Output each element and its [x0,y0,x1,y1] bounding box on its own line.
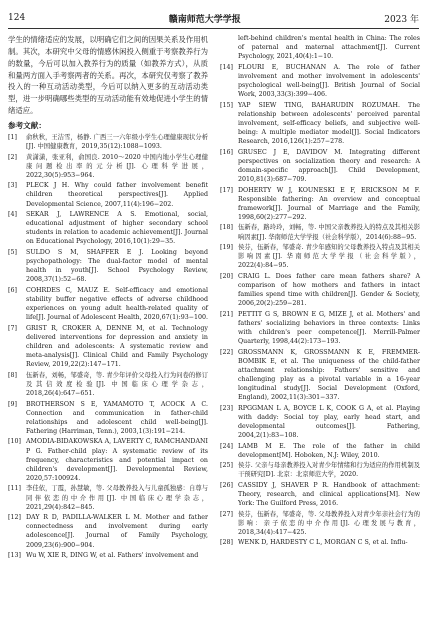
reference-item [220,223,420,241]
reference-number: [11] [8,485,21,493]
reference-item [8,437,208,483]
reference-item [8,400,208,437]
reference-text: 侯芬，伍新春，邹盛奇，等. 父母教养投入对青少年亲社会行为的影响：亲子依恋的中介作用[J]. 心理发展与教育，2018,34(4):417−425. [238,510,420,536]
reference-item [8,210,208,247]
reference-item [220,310,420,347]
reference-text: Wu W, XIE R, DING W, et al. Fathers' involvement and [26,552,199,560]
reference-number: [2] [8,153,17,161]
reference-text: GRIST R, CROKER A, DENNE M, et al. Technology delivered interventions for depression and anxiety in children and adolescents: A systematic review and meta-analysis[J]. Clinical Child and Family Psychology Review, 2019,22(2):147−171. [26,324,208,369]
reference-text: DOHERTY W J, KOUNESKI E F, ERICKSON M F. Responsible fathering: An overview and conceptual framework[J]. Journal of Marriage and the Family, 1998,60(2):277−292. [238,186,420,221]
reference-text: 俞秋秋，王洁雪，杨静. 广西三一六年级小学生心理健康现状分析[J]. 中国健康教育，2019,35(12):1088−1093. [26,133,208,151]
reference-text: LAMB M E. The role of the father in child development[M]. Hoboken, N.J: Wiley, 2010. [238,442,420,459]
page-header [8,8,419,29]
reference-number: [28] [220,539,233,547]
reference-item [8,286,208,323]
reference-number: [24] [220,442,233,450]
reference-text: SEKAR J, LAWRENCE A S. Emotional, social, educational adjustment of higher secondary school students in relation to academic achievement[J]. Journal on Educational Psychology, 2016,10(1):29−35. [26,211,208,246]
reference-item [8,133,208,151]
reference-number: [8] [8,371,17,379]
reference-item [8,551,208,560]
reference-text: WENK D, HARDESTY C L, MORGAN C S, et al. Influ- [238,539,408,547]
reference-number: [6] [8,286,17,294]
reference-item [220,538,420,547]
year: 2023 年 [384,14,419,25]
reference-text: 侯芬. 父亲与母亲教养投入对青少年情绪和行为适应的作用机制及干预研究[D]. 北京：北京师范大学，2020. [238,462,420,479]
references-heading: 参考文献： [8,120,46,130]
reference-item [220,481,420,508]
reference-item [8,181,208,208]
reference-item [220,63,420,100]
reference-number: [19] [220,244,233,252]
page-number: 124 [8,13,26,23]
reference-number [220,34,238,61]
reference-text: left-behind children's mental health in China: The roles of paternal and maternal attachment[J]. Current Psychology, 2021,40(4):1−10. [238,35,420,61]
reference-number: [12] [8,514,21,522]
reference-item [8,371,208,398]
reference-text: RPGGMAN L A, BOYCE L K, COOK G A, et al. Playing with daddy: Social toy play, early head start, and developmental outcomes[J]. Fathering, 2004,2(1):83−108. [238,404,420,440]
reference-item [8,324,208,370]
reference-text: 黄潇潇，张亚利，俞国良. 2010～2020 中国内地小学生心理健康问题检出率的元分析[J]. 心理科学进展，2022,30(5):953−964. [26,153,208,179]
reference-item [220,510,420,537]
reference-text: 李佳依，丁霞，孙慧敏，等. 父母教养投入与儿童孤独感：自尊与同伴依恋的中介作用[J]. 中国临床心理学杂志，2021,29(4):842−845. [26,485,208,511]
reference-text: 伍新春，刘畅，邹盛奇，等. 青少年评价父母投入行为问卷的修订及其信效度检验[J]. 中国临床心理学杂志，2018,26(4):647−651. [26,371,208,398]
reference-item [8,484,208,511]
reference-text: PLECK J H. Why could father involvement benefit children theoretical perspectives[J]. Applied Developmental Science, 2007,11(4):196−202. [26,182,208,208]
body-paragraph: 学生的情绪适应的发展，以明确它们之间的因果关系及作用机制。其次，本研究中父母的情感休闲投入侧重于考察教养行为的数量，今后可以加入教养行为的质量（如教养方式），从质和量两方面入手考察两者的关系。再次，本研究仅考察了教养投入的一种互动活动类型，今后可以纳入更多的互动活动类型，进一步明确哪些类型的互动活动能有效地促进小学生的情绪适应。 [8,35,208,116]
reference-text: AMODIA-BIDAKOWSKA A, LAVERTY C, RAMCHANDANI P G. Father-child play: A systematic review of its frequency, characteristics and potential impact on children's development[J]. Developmental Review, 2020,57:100924. [26,438,208,482]
reference-text: CASSIDY J, SHAVER P R. Handbook of attachment: Theory, research, and clinical applications[M]. New York: The Guilford Press, 2016. [238,481,420,508]
reference-text: CRAIG L. Does father care mean fathers share? A comparison of how mothers and fathers in intact families spend time with children[J]. Gender & Society, 2006,20(2):259−281. [238,272,420,308]
reference-number: [15] [220,101,233,109]
reference-number: [16] [220,148,233,156]
reference-number: [13] [8,552,21,560]
reference-item [8,248,208,285]
reference-number: [20] [220,272,233,280]
right-column [220,34,420,549]
reference-number: [3] [8,182,17,190]
reference-text: 伍新春，路玲玲，刘畅，等. 中国父亲教养投入的特点及其相关影响因素[J]. 华南师范大学学报（社会科学版），2014(6):88−95. [238,224,420,241]
reference-text: DAY R D, PADILLA-WALKER L M. Mother and father connectedness and involvement during early adolescence[J]. Journal of Family Psychology, 2009,23(6):900−904. [26,514,208,549]
reference-item [8,153,208,180]
reference-item [220,461,420,479]
reference-list-right [220,34,420,548]
reference-number: [18] [220,224,233,232]
reference-item [220,272,420,309]
reference-item [220,348,420,403]
reference-text: PETTIT G S, BROWN E G, MIZE J, et al. Mothers' and fathers' socializing behaviors in three contexts: Links with children's peer competence[J]. Merrill-Palmer Quarterly, 1998,44(2):173−193. [238,310,420,346]
reference-number: [25] [220,462,233,470]
reference-number: [22] [220,348,233,356]
reference-text: YAP SIEW TING, BAHARUDIN ROZUMAH. The relationship between adolescents' perceived parental involvement, self-efficacy beliefs, and subjective well-being: A multiple mediator model[J]. Social Indicators Research, 2016,126(1):257−278. [238,101,420,146]
reference-item [8,513,208,550]
reference-number: [14] [220,63,233,71]
reference-item [220,148,420,185]
reference-number: [1] [8,133,17,141]
reference-text: 侯芬，伍新春，邹盛奇. 青少年感知的父母教养投入特点及其相关影响因素[J]. 华南师范大学学报（社会科学版），2022(4):84−95. [238,244,420,270]
reference-number: [23] [220,404,233,412]
journal-title: 赣南师范大学学报 [168,14,241,25]
reference-text: COHRDES C, MAUZ E. Self-efficacy and emotional stability buffer negative effects of adverse childhood experiences on young adult health-related quality of life[J]. Journal of Adolescent Health, 2020,67(1):93−100. [26,286,209,322]
reference-item [220,243,420,270]
reference-number: [26] [220,481,233,489]
reference-number: [10] [8,438,21,446]
reference-text: GRUSEC J E, DAVIDOV M. Integrating different perspectives on socialization theory and research: A domain-specific approach[J]. Child Development, 2010,81(3):687−709. [238,148,420,184]
reference-number: [7] [8,324,17,332]
reference-number: [9] [8,400,17,408]
reference-text: FLOURI E, BUCHANAN A. The role of father involvement and mother involvement in adolescents' psychological well-being[J]. British Journal of Social Work, 2003,33(3):399−406. [238,63,420,99]
reference-number: [5] [8,248,17,256]
reference-item [220,442,420,460]
reference-item [220,101,420,147]
reference-list-left [8,133,208,560]
reference-item [220,404,420,441]
reference-text: SULDO S M, SHAFFER E J. Looking beyond psychopathology: The dual-factor model of mental health in youth[J]. School Psychology Review, 2008,37(1):52−68. [26,248,208,284]
reference-number: [21] [220,310,233,318]
reference-number: [4] [8,211,17,219]
left-column [8,34,208,562]
reference-text: BROTHERSON S E, YAMAMOTO T, ACOCK A C. Connection and communication in father-child relationships and adolescent child well-being[J]. Fathering (Harriman, Tenn.), 2003,1(3):191−214. [26,400,208,435]
reference-item [220,186,420,223]
reference-number: [27] [220,510,233,518]
reference-number: [17] [220,186,233,194]
reference-text: GROSSMANN K, GROSSMANN K E, FREMMER-BOMBIK E, et al. The uniqueness of the child-father attachment relationship: Fathers' sensitive and challenging play as a pivotal variable in a 16-year longitudinal study[J]. Social Development (Oxford, England), 2002,11(3):301−337. [238,348,420,402]
reference-item [220,34,420,61]
